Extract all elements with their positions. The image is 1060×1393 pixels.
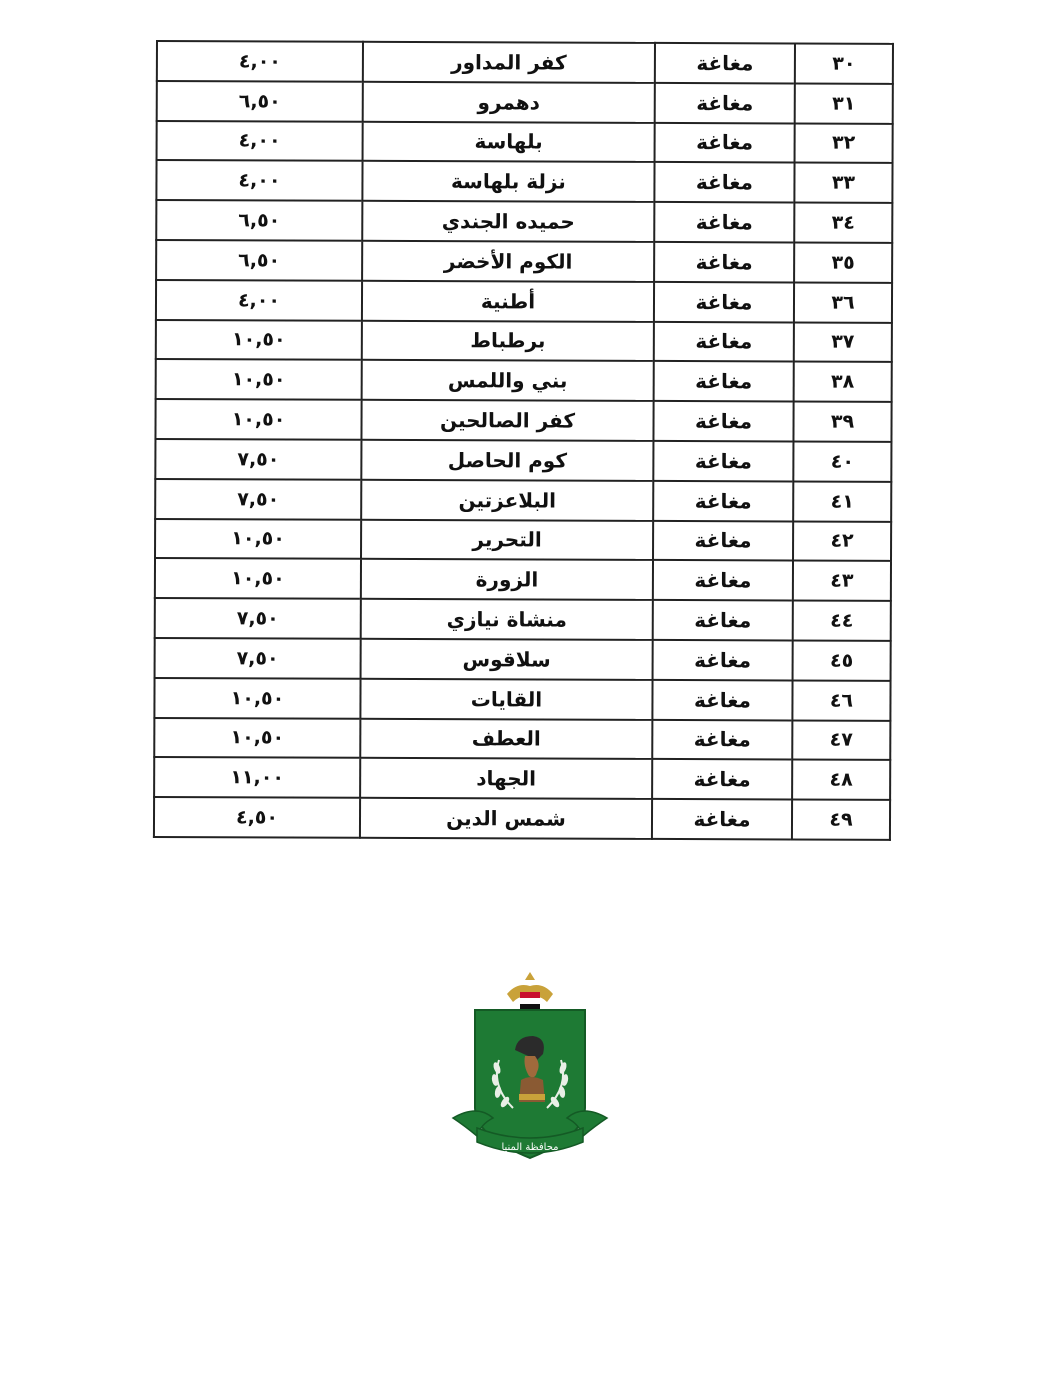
row-number-cell: ٣٧: [794, 322, 892, 362]
village-price-table: [153, 40, 894, 841]
village-name-cell: سلاقوس: [361, 639, 653, 680]
village-name-cell: منشاة نيازي: [361, 599, 653, 640]
table-row: [154, 718, 890, 761]
logo-caption: محافظة المنيا: [501, 1142, 559, 1153]
table-row: [156, 160, 892, 203]
district-cell: مغاغة: [653, 441, 793, 481]
district-cell: مغاغة: [652, 759, 792, 799]
table-row: [154, 757, 890, 800]
table-row: [157, 121, 893, 164]
village-name-cell: كفر الصالحين: [361, 400, 653, 441]
row-number-cell: ٣٦: [794, 282, 892, 322]
row-number-cell: ٤٦: [792, 680, 890, 720]
price-cell: ٤,٠٠: [157, 41, 363, 82]
village-name-cell: القايات: [360, 679, 652, 720]
price-cell: ٤,٠٠: [156, 280, 362, 321]
table-row: [156, 200, 892, 243]
row-number-cell: ٤٣: [793, 561, 891, 601]
row-number-cell: ٤١: [793, 481, 891, 521]
price-cell: ٧,٥٠: [155, 479, 361, 520]
price-cell: ٧,٥٠: [155, 638, 361, 679]
row-number-cell: ٤٤: [793, 601, 891, 641]
district-cell: مغاغة: [654, 162, 794, 202]
table-row: [156, 240, 892, 283]
table-row: [155, 558, 891, 601]
table-row: [154, 797, 890, 840]
row-number-cell: ٤٨: [792, 760, 890, 800]
village-name-cell: دهمرو: [363, 82, 655, 123]
district-cell: مغاغة: [652, 799, 792, 839]
district-cell: مغاغة: [655, 43, 795, 83]
price-cell: ١٠,٥٠: [154, 678, 360, 719]
price-cell: ١٠,٥٠: [156, 320, 362, 361]
district-cell: مغاغة: [655, 83, 795, 123]
district-cell: مغاغة: [653, 640, 793, 680]
district-cell: مغاغة: [654, 361, 794, 401]
row-number-cell: ٣٣: [794, 163, 892, 203]
row-number-cell: ٣٩: [793, 402, 891, 442]
row-number-cell: ٣٢: [795, 123, 893, 163]
price-cell: ١٠,٥٠: [155, 519, 361, 560]
row-number-cell: ٤٢: [793, 521, 891, 561]
table-row: [156, 320, 892, 363]
village-name-cell: الزورة: [361, 559, 653, 600]
village-name-cell: الجهاد: [360, 758, 652, 799]
district-cell: مغاغة: [653, 520, 793, 560]
village-name-cell: كوم الحاصل: [361, 440, 653, 481]
table-row: [156, 280, 892, 323]
district-cell: مغاغة: [653, 560, 793, 600]
price-cell: ١٠,٥٠: [155, 558, 361, 599]
district-cell: مغاغة: [654, 202, 794, 242]
table-row: [154, 678, 890, 721]
table-row: [156, 359, 892, 402]
district-cell: مغاغة: [652, 719, 792, 759]
table-row: [155, 479, 891, 522]
row-number-cell: ٤٠: [793, 441, 891, 481]
village-name-cell: حميده الجندي: [362, 201, 654, 242]
row-number-cell: ٤٥: [793, 640, 891, 680]
district-cell: مغاغة: [655, 123, 795, 163]
table-row: [155, 439, 891, 482]
row-number-cell: ٣٤: [794, 203, 892, 243]
table-row: [155, 399, 891, 442]
district-cell: مغاغة: [654, 242, 794, 282]
district-cell: مغاغة: [654, 282, 794, 322]
village-name-cell: أطنية: [362, 281, 654, 322]
village-name-cell: كفر المداور: [363, 42, 655, 83]
table-row: [157, 41, 893, 84]
table-row: [157, 81, 893, 124]
village-name-cell: بني واللمس: [362, 360, 654, 401]
village-name-cell: العطف: [360, 718, 652, 759]
price-cell: ٧,٥٠: [155, 598, 361, 639]
price-cell: ١٠,٥٠: [156, 359, 362, 400]
row-number-cell: ٤٧: [792, 720, 890, 760]
price-cell: ٦,٥٠: [156, 240, 362, 281]
row-number-cell: ٣١: [795, 83, 893, 123]
district-cell: مغاغة: [653, 600, 793, 640]
price-cell: ٤,٥٠: [154, 797, 360, 838]
village-name-cell: برطباط: [362, 320, 654, 361]
price-cell: ٦,٥٠: [157, 81, 363, 122]
village-name-cell: التحرير: [361, 519, 653, 560]
village-name-cell: الكوم الأخضر: [362, 241, 654, 282]
price-cell: ٦,٥٠: [156, 200, 362, 241]
price-cell: ١٠,٥٠: [154, 718, 360, 759]
village-name-cell: شمس الدين: [360, 798, 652, 839]
village-name-cell: بلهاسة: [363, 121, 655, 162]
district-cell: مغاغة: [653, 481, 793, 521]
row-number-cell: ٤٩: [792, 800, 890, 840]
table-row: [155, 638, 891, 681]
district-cell: مغاغة: [652, 680, 792, 720]
district-cell: مغاغة: [654, 321, 794, 361]
governorate-emblem: [447, 968, 613, 1180]
table-body: [154, 41, 893, 840]
row-number-cell: ٣٨: [794, 362, 892, 402]
village-name-cell: نزلة بلهاسة: [362, 161, 654, 202]
price-cell: ٤,٠٠: [157, 121, 363, 162]
row-number-cell: ٣٥: [794, 242, 892, 282]
table-row: [155, 519, 891, 562]
price-cell: ١١,٠٠: [154, 757, 360, 798]
district-cell: مغاغة: [653, 401, 793, 441]
price-cell: ٤,٠٠: [156, 160, 362, 201]
price-cell: ١٠,٥٠: [155, 399, 361, 440]
row-number-cell: ٣٠: [795, 43, 893, 83]
price-cell: ٧,٥٠: [155, 439, 361, 480]
minya-governorate-logo-icon: [447, 968, 613, 1180]
table-row: [155, 598, 891, 641]
village-name-cell: البلاعزتين: [361, 480, 653, 521]
